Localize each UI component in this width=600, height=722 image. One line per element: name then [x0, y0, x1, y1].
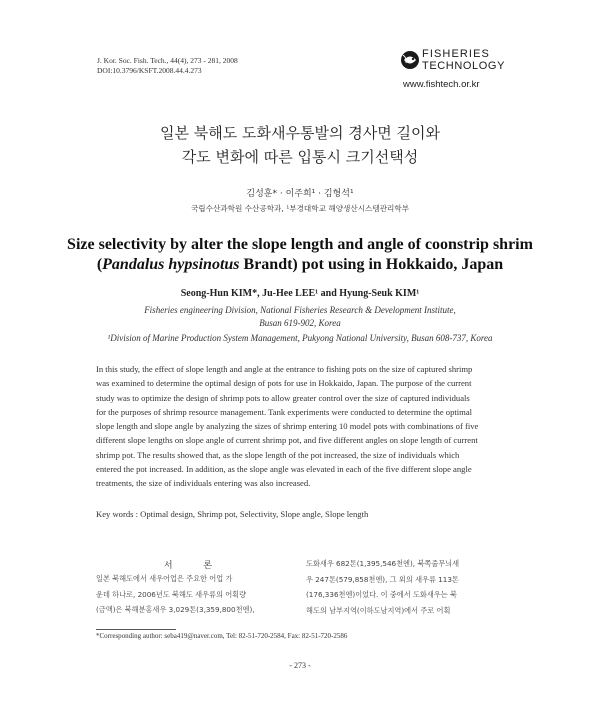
- species-name: Pandalus hypsinotus: [102, 256, 240, 273]
- abstract-line: different slope lengths on slope angle of current shrimp pot, and five different angles on slope length of current: [96, 435, 478, 446]
- journal-citation-line: J. Kor. Soc. Fish. Tech., 44(4), 273 - 281, 2008: [97, 56, 238, 65]
- body-column-left: [96, 571, 294, 618]
- korean-affiliation: 국립수산과학원 수산공학과, ¹부경대학교 해양생산시스템관리학부: [190, 204, 410, 213]
- fish-swirl-icon: [400, 49, 420, 71]
- journal-website-link[interactable]: www.fishtech.or.kr: [403, 79, 480, 90]
- english-affiliation-2: ¹Division of Marine Production System Management, Pukyong National University, Busan 608-737, Korea: [107, 333, 493, 343]
- abstract-line: for the purposes of shrimp resource management. Tank experiments were conducted to determine the optimal: [96, 406, 473, 417]
- body-line: 도화새우 682톤(1,395,546천엔), 북쪽줄무늬새: [306, 559, 460, 568]
- english-authors: Seong-Hun KIM*, Ju-Hee LEE¹ and Hyung-Seuk KIM¹: [180, 288, 420, 299]
- korean-authors: 김성훈* · 이주희¹ · 김형석¹: [246, 189, 354, 199]
- body-line: (금액)은 북해분홍새우 3,029톤(3,359,800천엔),: [96, 605, 255, 614]
- doi-line: DOI:10.3796/KSFT.2008.44.4.273: [97, 66, 202, 75]
- korean-title-line-2: 각도 변화에 따른 입통시 크기선택성: [181, 148, 419, 166]
- abstract-line: study was to optimize the design of shrimp pots to allow greater control over the size of captured individuals: [96, 392, 470, 403]
- abstract: [96, 362, 507, 491]
- title-paren-open: (: [96, 256, 103, 273]
- body-line: 해도의 남부지역(이하도남지역)에서 주로 어획: [306, 605, 451, 615]
- english-affiliation-1-city: Busan 619-902, Korea: [259, 318, 341, 328]
- journal-citation: [97, 56, 238, 76]
- english-title-line-2: [0, 256, 600, 274]
- abstract-line: entered the pot increased. In addition, as the slope angle was elevated in each of the five different slope angle: [96, 464, 472, 475]
- body-line: 운데 하나로, 2006년도 북해도 새우류의 어획량: [96, 589, 247, 599]
- body-line: 일본 북해도에서 새우어업은 주요한 어업 가: [96, 574, 233, 583]
- body-line: 우 247톤(579,858천엔), 그 외의 새우류 113톤: [306, 574, 459, 584]
- abstract-line: shrimp pot. The results showed that, as the slope length of the pot increased, the size of individuals which: [96, 449, 460, 460]
- abstract-line: was examined to determine the optimal design of pots for use in Hokkaido, Japan. The purpose of the current: [96, 378, 472, 389]
- abstract-line: treatments, the size of individuals entering was also increased.: [96, 478, 311, 489]
- title-line-2-rest: Brandt) pot using in Hokkaido, Japan: [239, 256, 504, 273]
- english-title-line-1: Size selectivity by alter the slope length and angle of coonstrip shrim: [67, 236, 533, 253]
- logo-text-technology: TECHNOLOGY: [422, 60, 506, 72]
- korean-title-line-1: 일본 북해도 도화새우통발의 경사면 길이와: [160, 124, 440, 142]
- abstract-line: slope length and slope angle by analyzing the sizes of shrimp entering 10 model pots with combinations of five: [96, 421, 479, 432]
- keywords: Key words : Optimal design, Shrimp pot, Selectivity, Slope angle, Slope length: [96, 509, 369, 519]
- corresponding-author-footnote: *Corresponding author: seba419@naver.com, Tel: 82-51-720-2584, Fax: 82-51-720-2586: [96, 632, 348, 640]
- footnote-divider: [96, 629, 176, 630]
- abstract-line: In this study, the effect of slope length and angle at the entrance to fishing pots on the size of captured shrimp: [96, 364, 473, 374]
- logo-text-fisheries: FISHERIES: [422, 48, 490, 60]
- body-column-right: [306, 556, 507, 618]
- english-affiliation-1: Fisheries engineering Division, National Fisheries Research & Development Institute,: [144, 305, 456, 315]
- section-heading-introduction: 서 론: [163, 561, 227, 571]
- body-line: (176,336천엔)이었다. 이 중에서 도화새우는 북: [306, 590, 457, 599]
- journal-logo: [400, 48, 510, 74]
- page-number: - 273 -: [289, 661, 311, 670]
